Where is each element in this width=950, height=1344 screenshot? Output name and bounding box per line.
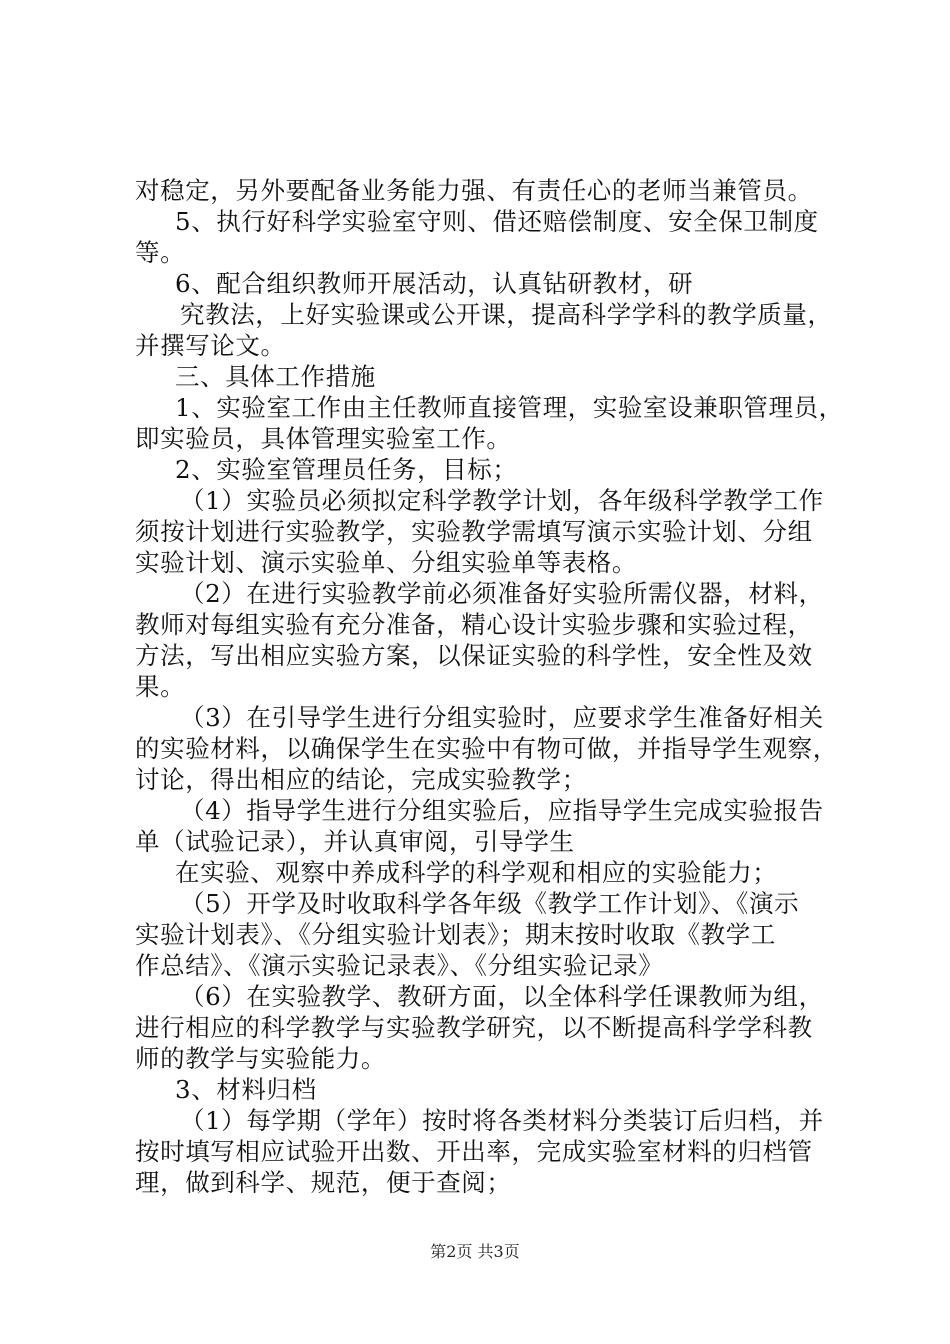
text-line: 单（试验记录），并认真审阅，引导学生 — [135, 827, 575, 856]
text-line: 并撰写论文。 — [135, 331, 286, 360]
text-line: 进行相应的科学教学与实验教学研究，以不断提高科学学科教 — [135, 1013, 813, 1042]
text-line: 1、实验室工作由主任教师直接管理，实验室设兼职管理员， — [175, 393, 844, 422]
text-line: 5、执行好科学实验室守则、借还赔偿制度、安全保卫制度 — [175, 207, 819, 236]
text-line: 须按计划进行实验教学，实验教学需填写演示实验计划、分组 — [135, 517, 813, 546]
text-line: （3）在引导学生进行分组实验时，应要求学生准备好相关 — [180, 703, 824, 732]
text-line: （4）指导学生进行分组实验后，应指导学生完成实验报告 — [180, 796, 824, 825]
text-line: 的实验材料，以确保学生在实验中有物可做，并指导学生观察， — [135, 734, 838, 763]
text-line: 2、实验室管理员任务，目标； — [175, 455, 518, 484]
text-line: （1）实验员必须拟定科学教学计划，各年级科学教学工作 — [180, 486, 824, 515]
text-line: 6、配合组织教师开展活动，认真钻研教材，研 — [175, 269, 694, 298]
text-line: 作总结》、《演示实验记录表》、《分组实验记录》 — [135, 951, 664, 980]
text-line: 方法，写出相应实验方案，以保证实验的科学性，安全性及效 — [135, 641, 813, 670]
text-line: （1）每学期（学年）按时将各类材料分类装订后归档，并 — [180, 1106, 824, 1135]
text-line: 果。 — [135, 672, 186, 701]
text-line: 究教法，上好实验课或公开课，提高科学学科的教学质量， — [180, 300, 833, 329]
text-line: （6）在实验教学、教研方面，以全体科学任课教师为组， — [180, 982, 824, 1011]
section-heading: 3、材料归档 — [175, 1075, 317, 1104]
section-heading: 三、具体工作措施 — [175, 362, 376, 391]
page-footer: 第2页 共3页 — [430, 1242, 520, 1261]
text-line: 对稳定，另外要配备业务能力强、有责任心的老师当兼管员。 — [135, 176, 813, 205]
text-line: 等。 — [135, 238, 186, 267]
text-line: 师的教学与实验能力。 — [135, 1044, 386, 1073]
text-line: 理，做到科学、规范，便于查阅； — [135, 1168, 512, 1197]
text-line: 按时填写相应试验开出数、开出率，完成实验室材料的归档管 — [135, 1137, 813, 1166]
text-line: 在实验、观察中养成科学的科学观和相应的实验能力； — [175, 858, 778, 887]
text-line: 实验计划表》、《分组实验计划表》；期末按时收取《教学工 — [135, 920, 776, 949]
text-line: 讨论，得出相应的结论，完成实验教学； — [135, 765, 587, 794]
text-line: 实验计划、演示实验单、分组实验单等表格。 — [135, 548, 637, 577]
text-line: （2）在进行实验教学前必须准备好实验所需仪器，材料， — [180, 579, 824, 608]
text-line: （5）开学及时收取科学各年级《教学工作计划》、《演示 — [180, 889, 800, 918]
text-line: 即实验员，具体管理实验室工作。 — [135, 424, 512, 453]
text-line: 教师对每组实验有充分准备，精心设计实验步骤和实验过程， — [135, 610, 813, 639]
